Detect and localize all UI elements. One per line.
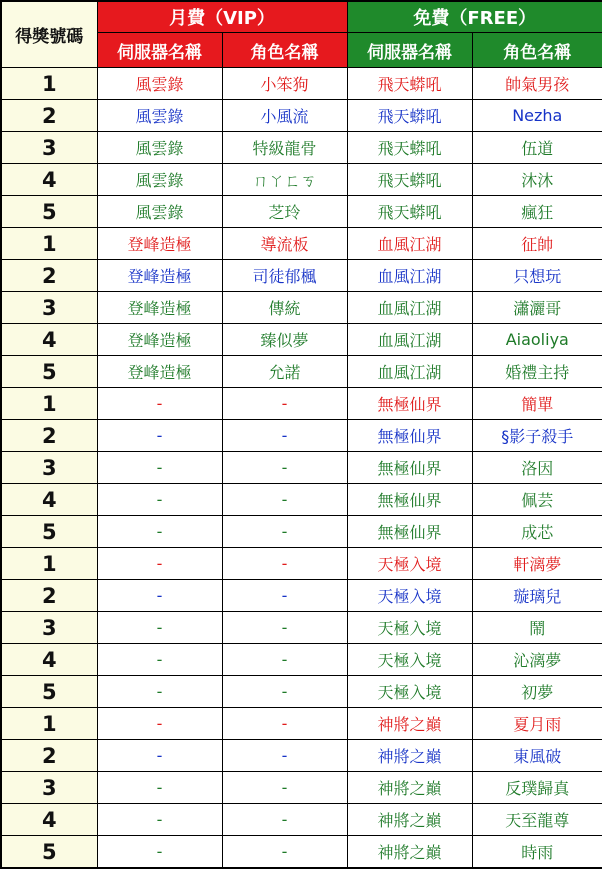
rank-number: 5 — [1, 356, 97, 388]
free-role-name: 簡單 — [472, 388, 602, 420]
table-row — [1, 388, 602, 420]
table-header — [1, 1, 602, 68]
vip-server-name: - — [97, 676, 222, 708]
vip-group-header: 月費（VIP） — [97, 1, 347, 33]
free-server-name: 天極入境 — [347, 644, 472, 676]
free-role-name: 天至龍尊 — [472, 804, 602, 836]
rank-number: 2 — [1, 260, 97, 292]
vip-role-name: - — [222, 676, 347, 708]
rank-number: 2 — [1, 740, 97, 772]
table-row — [1, 452, 602, 484]
vip-server-name: - — [97, 452, 222, 484]
rank-number: 3 — [1, 612, 97, 644]
vip-server-name: - — [97, 836, 222, 869]
vip-server-header: 伺服器名稱 — [97, 33, 222, 68]
table-row — [1, 676, 602, 708]
free-server-name: 神將之巔 — [347, 804, 472, 836]
free-server-name: 無極仙界 — [347, 484, 472, 516]
table-row — [1, 612, 602, 644]
free-role-name: 鬧 — [472, 612, 602, 644]
vip-server-name: - — [97, 612, 222, 644]
vip-role-name: - — [222, 644, 347, 676]
vip-role-name: - — [222, 388, 347, 420]
free-server-name: 飛天蟒吼 — [347, 100, 472, 132]
rank-number: 1 — [1, 708, 97, 740]
free-role-name: 璇璃兒 — [472, 580, 602, 612]
free-server-name: 血風江湖 — [347, 356, 472, 388]
vip-server-name: 登峰造極 — [97, 228, 222, 260]
vip-server-name: - — [97, 388, 222, 420]
free-role-name: 佩芸 — [472, 484, 602, 516]
rank-number: 4 — [1, 164, 97, 196]
free-role-name: 征帥 — [472, 228, 602, 260]
vip-server-name: - — [97, 804, 222, 836]
vip-server-name: - — [97, 484, 222, 516]
table-row — [1, 356, 602, 388]
vip-server-name: 風雲錄 — [97, 132, 222, 164]
vip-server-name: - — [97, 644, 222, 676]
free-role-name: 初夢 — [472, 676, 602, 708]
rank-number: 1 — [1, 548, 97, 580]
free-role-name: 東風破 — [472, 740, 602, 772]
vip-role-name: - — [222, 804, 347, 836]
free-server-name: 天極入境 — [347, 612, 472, 644]
free-role-name: §影子殺手 — [472, 420, 602, 452]
table-row — [1, 740, 602, 772]
table-row — [1, 420, 602, 452]
free-role-header: 角色名稱 — [472, 33, 602, 68]
vip-role-name: 允諾 — [222, 356, 347, 388]
vip-role-name: 導流板 — [222, 228, 347, 260]
vip-role-name: 芝玲 — [222, 196, 347, 228]
table-row — [1, 292, 602, 324]
vip-server-name: - — [97, 708, 222, 740]
vip-role-name: - — [222, 580, 347, 612]
free-role-name: 洛因 — [472, 452, 602, 484]
vip-role-header: 角色名稱 — [222, 33, 347, 68]
vip-server-name: 風雲錄 — [97, 196, 222, 228]
vip-server-name: - — [97, 772, 222, 804]
free-server-name: 飛天蟒吼 — [347, 164, 472, 196]
free-role-name: 軒漓夢 — [472, 548, 602, 580]
table-row — [1, 260, 602, 292]
table-row — [1, 132, 602, 164]
table-row — [1, 68, 602, 100]
vip-role-name: 臻似夢 — [222, 324, 347, 356]
rank-number: 3 — [1, 772, 97, 804]
table-row — [1, 804, 602, 836]
vip-server-name: 登峰造極 — [97, 356, 222, 388]
table-row — [1, 484, 602, 516]
free-role-name: Nezha — [472, 100, 602, 132]
free-role-name: 反璞歸真 — [472, 772, 602, 804]
rank-number: 2 — [1, 420, 97, 452]
vip-server-name: - — [97, 580, 222, 612]
vip-role-name: - — [222, 452, 347, 484]
rank-number: 3 — [1, 132, 97, 164]
table-row — [1, 708, 602, 740]
vip-role-name: - — [222, 836, 347, 869]
vip-server-name: 風雲錄 — [97, 100, 222, 132]
free-server-name: 神將之巔 — [347, 740, 472, 772]
vip-role-name: - — [222, 420, 347, 452]
vip-server-name: 登峰造極 — [97, 292, 222, 324]
free-server-name: 無極仙界 — [347, 516, 472, 548]
free-server-name: 血風江湖 — [347, 228, 472, 260]
free-role-name: 夏月雨 — [472, 708, 602, 740]
vip-server-name: - — [97, 516, 222, 548]
vip-server-name: 風雲錄 — [97, 68, 222, 100]
rank-number: 1 — [1, 68, 97, 100]
vip-server-name: 風雲錄 — [97, 164, 222, 196]
table-row — [1, 644, 602, 676]
rank-number: 4 — [1, 484, 97, 516]
vip-server-name: - — [97, 740, 222, 772]
table-row — [1, 516, 602, 548]
free-server-name: 神將之巔 — [347, 708, 472, 740]
free-server-header: 伺服器名稱 — [347, 33, 472, 68]
rank-number: 5 — [1, 516, 97, 548]
free-role-name: 只想玩 — [472, 260, 602, 292]
free-role-name: 沁漓夢 — [472, 644, 602, 676]
vip-role-name: - — [222, 772, 347, 804]
rank-number: 2 — [1, 100, 97, 132]
free-server-name: 無極仙界 — [347, 388, 472, 420]
free-server-name: 血風江湖 — [347, 324, 472, 356]
table-row — [1, 548, 602, 580]
vip-role-name: 司徒郁楓 — [222, 260, 347, 292]
table-row — [1, 580, 602, 612]
vip-role-name: - — [222, 484, 347, 516]
vip-role-name: 特級龍骨 — [222, 132, 347, 164]
free-role-name: 時雨 — [472, 836, 602, 869]
free-server-name: 神將之巔 — [347, 772, 472, 804]
vip-role-name: - — [222, 740, 347, 772]
rank-number: 4 — [1, 324, 97, 356]
rank-number: 5 — [1, 196, 97, 228]
rank-number: 3 — [1, 452, 97, 484]
free-server-name: 飛天蟒吼 — [347, 68, 472, 100]
free-role-name: 伍道 — [472, 132, 602, 164]
vip-server-name: 登峰造極 — [97, 324, 222, 356]
vip-server-name: - — [97, 548, 222, 580]
rank-number: 4 — [1, 804, 97, 836]
rank-number: 1 — [1, 388, 97, 420]
free-role-name: 瀟灑哥 — [472, 292, 602, 324]
free-role-name: 瘋狂 — [472, 196, 602, 228]
table-row — [1, 100, 602, 132]
rank-number: 1 — [1, 228, 97, 260]
free-server-name: 天極入境 — [347, 548, 472, 580]
rank-header: 得獎號碼 — [1, 1, 97, 68]
vip-role-name: - — [222, 516, 347, 548]
table-row — [1, 772, 602, 804]
table-row — [1, 228, 602, 260]
rank-number: 5 — [1, 676, 97, 708]
vip-server-name: - — [97, 420, 222, 452]
free-role-name: Aiaoliya — [472, 324, 602, 356]
rank-number: 4 — [1, 644, 97, 676]
rank-number: 2 — [1, 580, 97, 612]
free-role-name: 婚禮主持 — [472, 356, 602, 388]
table-row — [1, 836, 602, 869]
table-row — [1, 196, 602, 228]
vip-role-name: - — [222, 548, 347, 580]
vip-server-name: 登峰造極 — [97, 260, 222, 292]
free-server-name: 無極仙界 — [347, 420, 472, 452]
vip-role-name: ㄇㄚㄈㄎ — [222, 164, 347, 196]
free-role-name: 沐沐 — [472, 164, 602, 196]
table-row — [1, 324, 602, 356]
table-body — [1, 68, 602, 869]
free-server-name: 飛天蟒吼 — [347, 132, 472, 164]
vip-role-name: - — [222, 708, 347, 740]
free-server-name: 天極入境 — [347, 676, 472, 708]
vip-role-name: 傳統 — [222, 292, 347, 324]
vip-role-name: 小笨狗 — [222, 68, 347, 100]
free-server-name: 無極仙界 — [347, 452, 472, 484]
free-role-name: 成芯 — [472, 516, 602, 548]
free-group-header: 免費（FREE） — [347, 1, 602, 33]
free-server-name: 飛天蟒吼 — [347, 196, 472, 228]
free-server-name: 血風江湖 — [347, 292, 472, 324]
rank-number: 5 — [1, 836, 97, 869]
vip-role-name: - — [222, 612, 347, 644]
free-server-name: 天極入境 — [347, 580, 472, 612]
free-server-name: 血風江湖 — [347, 260, 472, 292]
free-server-name: 神將之巔 — [347, 836, 472, 869]
vip-role-name: 小風流 — [222, 100, 347, 132]
table-row — [1, 164, 602, 196]
free-role-name: 帥氣男孩 — [472, 68, 602, 100]
rank-number: 3 — [1, 292, 97, 324]
